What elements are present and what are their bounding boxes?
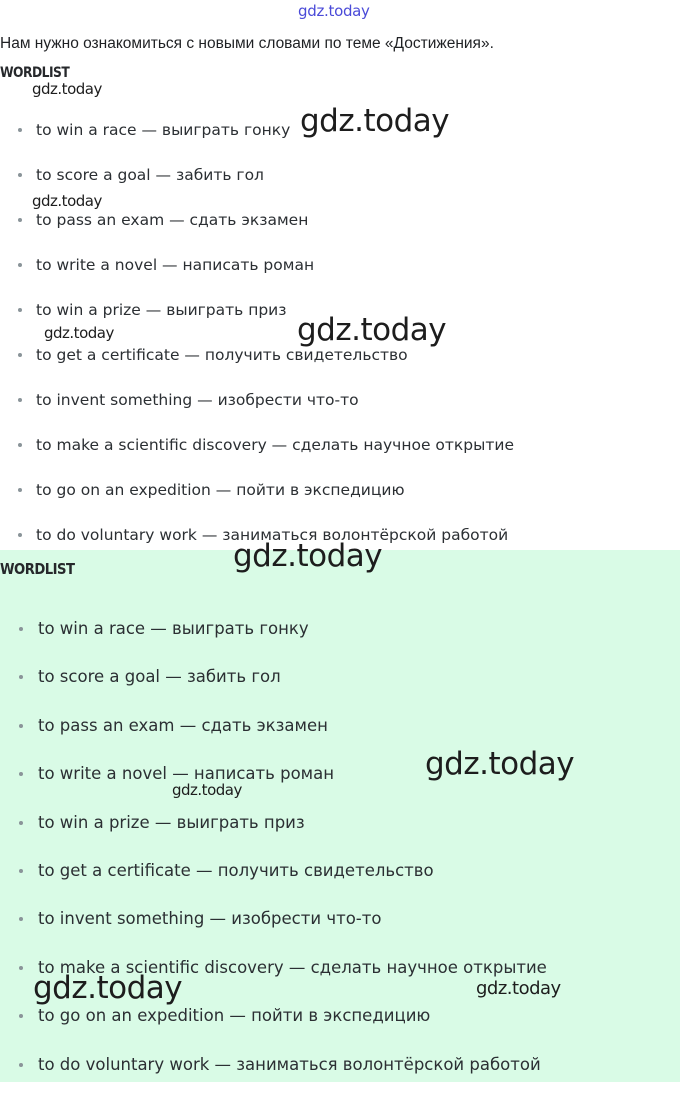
list-item	[0, 909, 680, 957]
list-item-text: to get a certificate — получить свидетельство	[38, 860, 434, 880]
list-item-text: to win a prize — выиграть приз	[38, 812, 305, 832]
watermark: gdz.today	[300, 103, 450, 139]
list-item-text: to get a certificate — получить свидетельство	[36, 346, 408, 364]
list-item	[0, 716, 680, 764]
list-item	[0, 861, 680, 909]
watermark: gdz.today	[297, 312, 447, 348]
list-item-text: to win a prize — выиграть приз	[36, 301, 287, 319]
bullet-icon	[19, 675, 23, 679]
list-item	[0, 1006, 680, 1054]
bullet-icon	[18, 128, 22, 132]
list-item-text: to go on an expedition — пойти в экспедицию	[38, 1006, 431, 1026]
list-item-text: to score a goal — забить гол	[36, 166, 264, 184]
watermark: gdz.today	[32, 80, 102, 98]
watermark: gdz.today	[476, 978, 561, 999]
bullet-icon	[18, 443, 22, 447]
bullet-icon	[19, 821, 23, 825]
list-item	[0, 1055, 680, 1103]
top-watermark: gdz.today	[298, 2, 370, 20]
list-item-text: to make a scientific discovery — сделать научное открытие	[36, 436, 514, 454]
list-item-text: to win a race — выиграть гонку	[38, 619, 309, 638]
watermark: gdz.today	[233, 538, 383, 574]
wordlist-heading: WORDLIST	[0, 65, 70, 81]
watermark: gdz.today	[44, 324, 114, 342]
list-item-text: to invent something — изобрести что-то	[38, 909, 382, 929]
bullet-icon	[19, 724, 23, 728]
list-item	[0, 480, 680, 525]
bullet-icon	[19, 772, 23, 776]
wordlist	[0, 619, 680, 1103]
bullet-icon	[18, 488, 22, 492]
watermark: gdz.today	[172, 781, 242, 799]
list-item-text: to do voluntary work — заниматься волонтёрской работой	[36, 526, 509, 544]
watermark: gdz.today	[33, 970, 183, 1006]
bullet-icon	[18, 263, 22, 267]
list-item	[0, 210, 680, 255]
list-item-text: to pass an exam — сдать экзамен	[38, 715, 328, 735]
wordlist-heading: WORDLIST	[0, 560, 75, 578]
list-item	[0, 255, 680, 300]
bullet-icon	[19, 917, 23, 921]
list-item-text: to go on an expedition — пойти в экспедицию	[36, 481, 405, 499]
list-item	[0, 345, 680, 390]
list-item-text: to pass an exam — сдать экзамен	[36, 211, 309, 229]
bullet-icon	[18, 308, 22, 312]
watermark: gdz.today	[32, 192, 102, 210]
list-item-text: to write a novel — написать роман	[38, 764, 335, 784]
list-item-text: to make a scientific discovery — сделать научное открытие	[38, 957, 547, 977]
bullet-icon	[19, 627, 23, 631]
bullet-icon	[18, 173, 22, 177]
bullet-icon	[19, 1014, 23, 1018]
list-item	[0, 435, 680, 480]
list-item	[0, 390, 680, 435]
watermark: gdz.today	[425, 746, 575, 782]
list-item	[0, 619, 680, 667]
list-item	[0, 764, 680, 812]
list-item-text: to invent something — изобрести что-то	[36, 391, 359, 409]
intro-text: Нам нужно ознакомиться с новыми словами по теме «Достижения».	[0, 35, 494, 52]
bullet-icon	[18, 218, 22, 222]
list-item-text: to win a race — выиграть гонку	[36, 121, 291, 139]
bullet-icon	[18, 353, 22, 357]
list-item	[0, 667, 680, 715]
bullet-icon	[19, 966, 23, 970]
list-item-text: to write a novel — написать роман	[36, 256, 315, 274]
list-item-text: to do voluntary work — заниматься волонтёрской работой	[38, 1054, 541, 1074]
list-item	[0, 813, 680, 861]
bullet-icon	[19, 1063, 23, 1067]
bullet-icon	[18, 398, 22, 402]
bullet-icon	[19, 869, 23, 873]
bullet-icon	[18, 533, 22, 537]
list-item-text: to score a goal — забить гол	[38, 667, 281, 687]
list-item	[0, 165, 680, 210]
